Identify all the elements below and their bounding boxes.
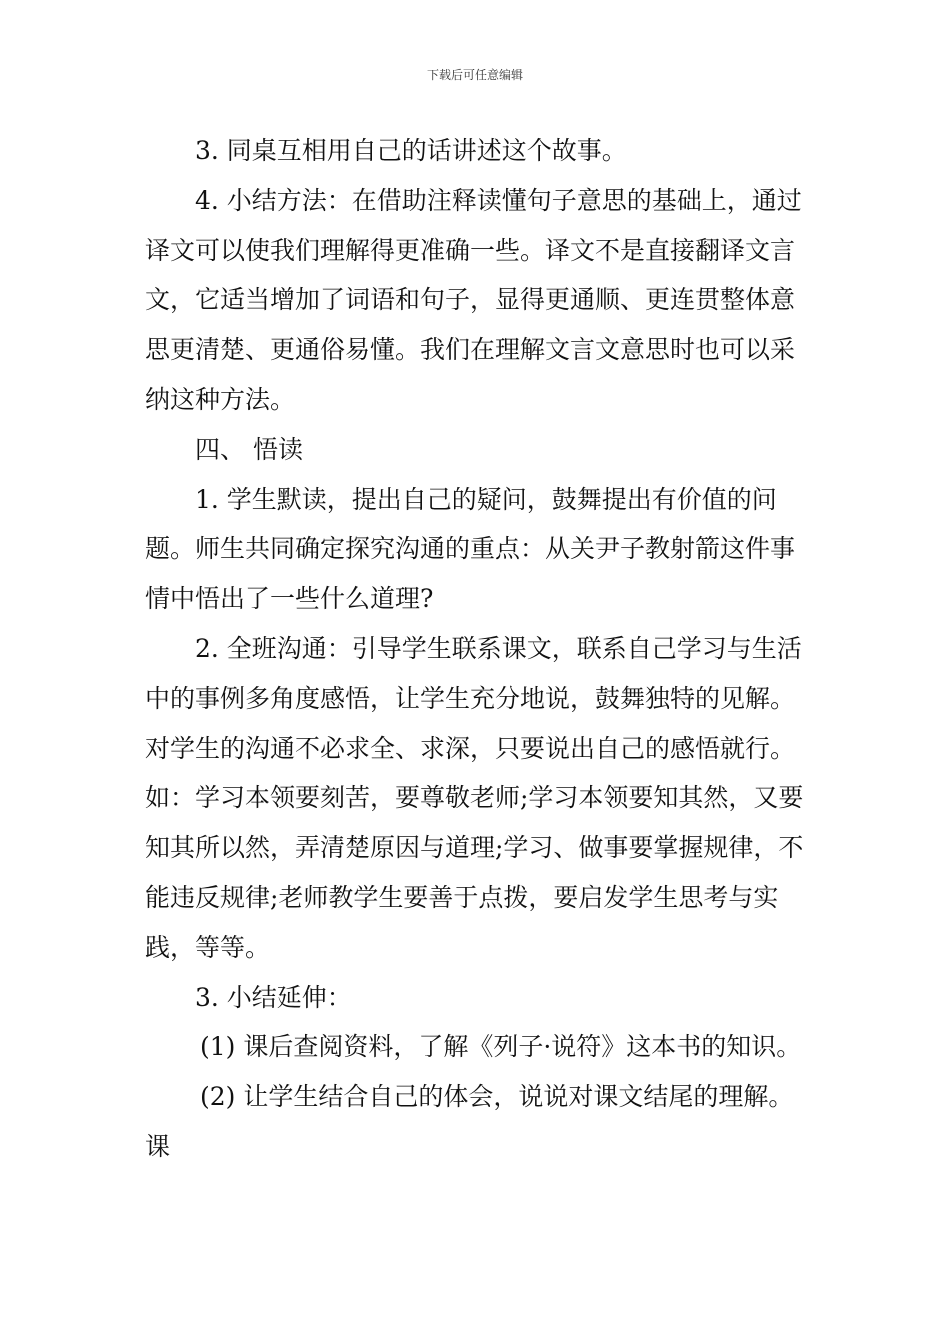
page-header: 下载后可任意编辑 <box>426 68 523 82</box>
list-item-2-ending: (2) 让学生结合自己的体会，说说对课文结尾的理解。课 <box>145 1082 794 1161</box>
paragraph-step-3-retell: 3. 同桌互相用自己的话讲述这个故事。 <box>195 136 627 165</box>
section-heading-wudu: 四、 悟读 <box>195 434 303 464</box>
paragraph-step-1-silent-reading: 1. 学生默读，提出自己的疑问，鼓舞提出有价值的问题。师生共同确定探究沟通的重点：从关尹子教射箭这件事情中悟出了一些什么道理? <box>145 484 796 614</box>
paragraph-step-2-class-discussion: 2. 全班沟通：引导学生联系课文，联系自己学习与生活中的事例多角度感悟，让学生充分地说，鼓舞独特的见解。对学生的沟通不必求全、求深，只要说出自己的感悟就行。如：学习本领要刻苦，要尊敬老师;学习本领要知其然，又要知其所以然，弄清楚原因与道理;学习、做事要掌握规律，不能违反规律;老师教学生要善于点拨，要启发学生思考与实践，等等。 <box>145 633 804 962</box>
document-body <box>145 126 815 1172</box>
list-item-1-research: (1) 课后查阅资料，了解《列子·说符》这本书的知识。 <box>200 1032 802 1062</box>
paragraph-step-3-extension: 3. 小结延伸： <box>195 982 352 1012</box>
paragraph-step-4-summary: 4. 小结方法：在借助注释读懂句子意思的基础上，通过译文可以使我们理解得更准确一些。译文不是直接翻译文言文，它适当增加了词语和句子，显得更通顺、更连贯整体意思更清楚、更通俗易懂。我们在理解文言文意思时也可以采纳这种方法。 <box>145 185 802 414</box>
